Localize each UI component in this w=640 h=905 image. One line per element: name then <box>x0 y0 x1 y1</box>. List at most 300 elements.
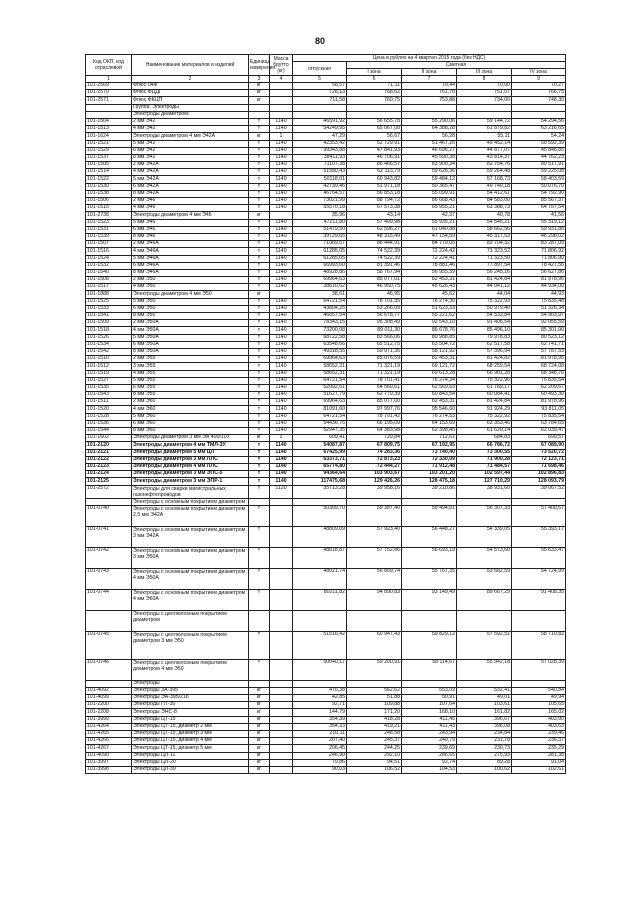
cell-code: 101-2123 <box>86 463 132 470</box>
cell-code: 101-1504 <box>86 118 132 125</box>
cell-zone-4-price: 85 301,90 <box>512 327 566 334</box>
cell-zone-2-price: 60 843,54 <box>402 392 457 399</box>
cell-name: Электроды ЦЛ-11 <box>132 752 249 759</box>
cell-unit: т <box>249 190 270 197</box>
cell-mass: 1140 <box>270 471 293 478</box>
cell-zone-4-price <box>512 104 566 111</box>
cell-zone-4-price: 403,63 <box>512 723 566 730</box>
cell-zone-1-price: 245,37 <box>347 738 402 745</box>
cell-zone-3-price: 60 084,41 <box>457 392 512 399</box>
cell-zone-3-price: 231,78 <box>457 738 512 745</box>
cell-code: 101-1888 <box>86 291 132 298</box>
cell-zone-2-price: 93 149,49 <box>402 589 457 610</box>
cell-mass <box>270 723 293 730</box>
cell-zone-3-price: 396,08 <box>457 723 512 730</box>
cell-name: 4 мм Э46 <box>132 205 249 212</box>
cell-zone-2-price: 65 955,21 <box>402 205 457 212</box>
cell-release-price: 67425,99 <box>293 449 347 456</box>
cell-zone-2-price: 76 274,30 <box>402 298 457 305</box>
cell-mass: 1140 <box>270 248 293 255</box>
cell-code: 101-2572 <box>86 485 132 498</box>
cell-zone-1-price: 59 200,91 <box>347 659 402 680</box>
cell-mass <box>270 695 293 702</box>
cell-zone-2-price: 50,91 <box>402 695 457 702</box>
cell-unit: т <box>249 392 270 399</box>
cell-release-price: 63548,66 <box>293 341 347 348</box>
cell-release-price: 42353,42 <box>293 140 347 147</box>
cell-zone-1-price: 62 596,27 <box>347 226 402 233</box>
cell-mass <box>270 97 293 104</box>
cell-zone-3-price: 75 322,92 <box>457 413 512 420</box>
cell-zone-2-price: 58 121,92 <box>402 348 457 355</box>
cell-mass: 1140 <box>270 363 293 370</box>
cell-zone-1-price: 86 444,91 <box>347 241 402 248</box>
cell-code: 101-1544 <box>86 428 132 435</box>
cell-name: 6 мм Э42 <box>132 147 249 154</box>
cell-zone-3-price: 57 396,94 <box>457 348 512 355</box>
col-number: 8 <box>457 76 512 83</box>
cell-mass: 1140 <box>270 463 293 470</box>
cell-zone-1-price: 768,62 <box>347 90 402 97</box>
cell-zone-2-price: 72 330,09 <box>402 456 457 463</box>
cell-code: 101-0740 <box>86 505 132 526</box>
cell-zone-3-price: 68 259,54 <box>457 363 512 370</box>
cell-code: 101-1514 <box>86 169 132 176</box>
cell-zone-2-price: 55 221,62 <box>402 313 457 320</box>
cell-zone-4-price: 92 055,59 <box>512 320 566 327</box>
cell-code: 101-1517 <box>86 284 132 291</box>
cell-unit: т <box>249 284 270 291</box>
cell-name: 8 мм Э60 <box>132 428 249 435</box>
cell-zone-4-price: 54 903,97 <box>512 313 566 320</box>
cell-zone-4-price: 403,90 <box>512 716 566 723</box>
cell-unit: т <box>249 449 270 456</box>
cell-zone-1-price: 94 890,83 <box>347 589 402 610</box>
cell-zone-2-price: 72 224,41 <box>402 255 457 262</box>
cell-name: Электроды диаметром 3 мм ЭПС-5 <box>132 471 249 478</box>
cell-zone-1-price: 65 512,75 <box>347 341 402 348</box>
cell-zone-1-price: 74 283,36 <box>347 449 402 456</box>
cell-name: Электроды с основным покрытием диаметром 3 мм Э50А <box>132 547 249 568</box>
column-numbers-row <box>86 76 566 83</box>
cell-zone-4-price: 239,46 <box>512 731 566 738</box>
cell-zone-3-price: 89 667,29 <box>457 589 512 610</box>
cell-name: 5 мм Э50А <box>132 334 249 341</box>
cell-zone-3-price: 44 877,07 <box>457 147 512 154</box>
cell-code: 101-4266 <box>86 738 132 745</box>
cell-zone-3-price: 82 704,32 <box>457 241 512 248</box>
cell-zone-4-price: 81 978,96 <box>512 399 566 406</box>
cell-code: 101-2208 <box>86 709 132 716</box>
cell-release-price: 46657,54 <box>293 313 347 320</box>
cell-zone-4-price: 236,37 <box>512 738 566 745</box>
table-row <box>86 738 566 745</box>
cell-zone-3-price: 45 317,53 <box>457 233 512 240</box>
cell-mass: 1140 <box>270 392 293 399</box>
cell-zone-2-price: 82 453,31 <box>402 399 457 406</box>
cell-mass: 1140 <box>270 377 293 384</box>
cell-code: 101-1536 <box>86 420 132 427</box>
cell-code: 101-1531 <box>86 226 132 233</box>
cell-release-price: 92,71 <box>293 702 347 709</box>
cell-name: 6 мм Э55 <box>132 384 249 391</box>
cell-name: 4 мм Э46А <box>132 248 249 255</box>
cell-zone-3-price: 100,62 <box>457 766 512 773</box>
cell-zone-3-price: 55,11 <box>457 133 512 140</box>
table-row <box>86 90 566 97</box>
table-row <box>86 212 566 219</box>
cell-name: Электроды ЭА-395/216 <box>132 695 249 702</box>
cell-release-price: 64721,54 <box>293 298 347 305</box>
table-row <box>86 631 566 659</box>
cell-code: 101-1602 <box>86 435 132 442</box>
header-name: Наименование материалов и изделий <box>132 55 249 76</box>
cell-zone-4-price: 68 348,76 <box>512 370 566 377</box>
cell-zone-1-price: 62 779,39 <box>347 392 402 399</box>
cell-code: 101-1519 <box>86 370 132 377</box>
cell-zone-1-price: 57 923,40 <box>347 526 402 547</box>
cell-zone-2-price: 82 453,31 <box>402 356 457 363</box>
table-body <box>86 83 566 774</box>
cell-code: 101-0745 <box>86 631 132 659</box>
cell-code: 101-1534 <box>86 341 132 348</box>
cell-zone-2-price: 76 274,34 <box>402 377 457 384</box>
cell-code: 101-0743 <box>86 568 132 589</box>
cell-mass <box>270 731 293 738</box>
cell-unit: т <box>249 413 270 420</box>
cell-name: 5 мм Э42 <box>132 140 249 147</box>
cell-zone-3-price: 49 740,18 <box>457 183 512 190</box>
cell-mass: 1140 <box>270 284 293 291</box>
cell-name: 8 мм Э50А <box>132 348 249 355</box>
cell-zone-1-price: 46,95 <box>347 291 402 298</box>
cell-code: 101-2121 <box>86 449 132 456</box>
cell-mass <box>270 505 293 526</box>
cell-zone-2-price: 69 121,72 <box>402 363 457 370</box>
cell-zone-4-price: 81 978,96 <box>512 277 566 284</box>
cell-zone-4-price: 91,04 <box>512 759 566 766</box>
cell-code: 101-1527 <box>86 377 132 384</box>
cell-unit: т <box>249 659 270 680</box>
cell-zone-1-price: 71,11 <box>347 83 402 90</box>
cell-zone-2-price: 55 935,21 <box>402 219 457 226</box>
cell-release-price: 54087,87 <box>293 442 347 449</box>
cell-zone-2-price: 86 668,43 <box>402 198 457 205</box>
cell-release-price: 49318,55 <box>293 348 347 355</box>
cell-zone-3-price: 59 264,48 <box>457 169 512 176</box>
cell-unit: т <box>249 589 270 610</box>
cell-code: 101-1624 <box>86 133 132 140</box>
cell-mass: 1140 <box>270 305 293 312</box>
cell-unit: кг <box>249 83 270 90</box>
cell-name: 6 мм Э46А <box>132 262 249 269</box>
cell-unit: кг <box>249 716 270 723</box>
cell-zone-2-price: 39 210,86 <box>402 485 457 498</box>
cell-zone-2-price: 67 192,95 <box>402 442 457 449</box>
cell-unit: т <box>249 384 270 391</box>
cell-code: 101-1538 <box>86 190 132 197</box>
cell-zone-3-price: 103,61 <box>457 702 512 709</box>
cell-mass <box>270 752 293 759</box>
cell-zone-2-price: 95 546,60 <box>402 406 457 413</box>
cell-zone-4-price: 49,94 <box>512 695 566 702</box>
cell-code <box>86 610 132 631</box>
table-row <box>86 589 566 610</box>
cell-name: Флюс 04Ф <box>132 83 249 90</box>
cell-zone-2-price: 59 484,12 <box>402 176 457 183</box>
cell-name: Электроды ЦТ-15, диаметр 5 мм <box>132 745 249 752</box>
cell-zone-1-price: 47 841,93 <box>347 147 402 154</box>
cell-unit: т <box>249 547 270 568</box>
cell-zone-3-price: 43 814,37 <box>457 154 512 161</box>
cell-zone-2-price: 62 569,63 <box>402 384 457 391</box>
cell-name: 6 мм Э46 <box>132 226 249 233</box>
cell-code: 101-2122 <box>86 456 132 463</box>
cell-zone-4-price: 71 806,92 <box>512 248 566 255</box>
cell-release-price: 39729,65 <box>293 233 347 240</box>
cell-name: 8 мм Э42А <box>132 190 249 197</box>
cell-zone-2-price: 72 224,42 <box>402 248 457 255</box>
cell-mass: 1140 <box>270 399 293 406</box>
cell-unit: т <box>249 399 270 406</box>
cell-zone-1-price: 85 077,01 <box>347 277 402 284</box>
cell-zone-4-price <box>512 610 566 631</box>
cell-mass: 1140 <box>270 241 293 248</box>
cell-zone-4-price: 540,84 <box>512 687 566 694</box>
cell-zone-1-price: 51 971,18 <box>347 183 402 190</box>
cell-zone-2-price: 761,70 <box>402 90 457 97</box>
table-row <box>86 248 566 255</box>
cell-zone-3-price: 75 322,96 <box>457 377 512 384</box>
cell-release-price: 52092,61 <box>293 384 347 391</box>
cell-unit: т <box>249 147 270 154</box>
cell-unit: кг <box>249 745 270 752</box>
cell-release-price: 61285,05 <box>293 248 347 255</box>
cell-zone-3-price: 71 484,57 <box>457 463 512 470</box>
cell-zone-4-price: 75 835,54 <box>512 413 566 420</box>
cell-zone-4-price: 56 627,86 <box>512 269 566 276</box>
cell-zone-4-price: 72 123,71 <box>512 456 566 463</box>
cell-name: Электроды ЗА-395 <box>132 687 249 694</box>
cell-name: 8 мм Э55 <box>132 392 249 399</box>
cell-unit: кг <box>249 291 270 298</box>
cell-mass: 1140 <box>270 334 293 341</box>
cell-zone-2-price: 243,94 <box>402 731 457 738</box>
cell-zone-1-price: 62 113,79 <box>347 169 402 176</box>
cell-unit: т <box>249 363 270 370</box>
cell-zone-1-price: 64 383,98 <box>347 428 402 435</box>
cell-mass <box>270 498 293 505</box>
cell-code: 101-1543 <box>86 392 132 399</box>
cell-zone-1-price: 109,88 <box>347 702 402 709</box>
cell-zone-3-price: 70,00 <box>457 83 512 90</box>
cell-mass <box>270 589 293 610</box>
cell-code: 101-1523 <box>86 219 132 226</box>
cell-code: 101-1529 <box>86 147 132 154</box>
cell-mass <box>270 759 293 766</box>
cell-zone-2-price: 76 274,53 <box>402 413 457 420</box>
cell-unit: т <box>249 428 270 435</box>
cell-zone-2-price: 128 475,18 <box>402 478 457 485</box>
cell-zone-4-price: 62 209,67 <box>512 384 566 391</box>
cell-zone-3-price: 91 924,29 <box>457 406 512 413</box>
cell-zone-1-price <box>347 104 402 111</box>
cell-name: Электроды диаметром 4 мм ЛЛС <box>132 463 249 470</box>
cell-zone-2-price: 55 099,91 <box>402 190 457 197</box>
cell-release-price: 39343,88 <box>293 147 347 154</box>
cell-zone-2-price: 59 494,01 <box>402 505 457 526</box>
cell-release-price: 42739,46 <box>293 183 347 190</box>
cell-code: 101-1505 <box>86 162 132 169</box>
cell-unit: кг <box>249 435 270 442</box>
table-row <box>86 133 566 140</box>
cell-zone-2-price: 45 626,43 <box>402 284 457 291</box>
cell-name: 6 мм Э50 <box>132 305 249 312</box>
cell-zone-4-price: 57 028,39 <box>512 659 566 680</box>
cell-zone-2-price: 70,44 <box>402 83 457 90</box>
cell-name: 8 мм Э50 <box>132 313 249 320</box>
header-price-group: Цена в рублях на 4 квартал 2015 года (без НДС) <box>293 55 566 62</box>
cell-unit: т <box>249 377 270 384</box>
cell-code: 101-1528 <box>86 413 132 420</box>
cell-zone-3-price: 75 322,93 <box>457 298 512 305</box>
cell-unit: т <box>249 298 270 305</box>
cell-zone-4-price: 54,24 <box>512 133 566 140</box>
cell-zone-2-price: 55 767,35 <box>402 568 457 589</box>
cell-unit: кг <box>249 759 270 766</box>
cell-zone-1-price: 248,58 <box>347 731 402 738</box>
cell-zone-3-price: 396,07 <box>457 716 512 723</box>
col-number: 9 <box>512 76 566 83</box>
cell-release-price: 71107,38 <box>293 162 347 169</box>
cell-zone-4-price: 73 520,72 <box>512 449 566 456</box>
cell-name: 5 мм Э60 <box>132 413 249 420</box>
cell-zone-2-price: 56,28 <box>402 133 457 140</box>
cell-code: 101-2200 <box>86 702 132 709</box>
cell-release-price: 80211,82 <box>293 589 347 610</box>
cell-zone-2-price: 64 388,28 <box>402 126 457 133</box>
cell-zone-3-price: 71 323,52 <box>457 248 512 255</box>
cell-name: Электроды ЭНС-8 <box>132 709 249 716</box>
cell-zone-2-price: 51 623,33 <box>402 305 457 312</box>
cell-mass: 1140 <box>270 176 293 183</box>
cell-zone-1-price: 60 947,43 <box>347 631 402 659</box>
cell-zone-3-price: 81 424,84 <box>457 399 512 406</box>
col-number: 3 <box>249 76 270 83</box>
cell-name: Электроды ЦТ-15, диаметр 2 мм <box>132 723 249 730</box>
cell-name: Электроды ПТ-30 <box>132 702 249 709</box>
cell-mass: 1140 <box>270 162 293 169</box>
cell-zone-3-price: 234,84 <box>457 731 512 738</box>
cell-zone-3-price: 81 424,82 <box>457 356 512 363</box>
cell-release-price: 69964,63 <box>293 356 347 363</box>
cell-release-price: 68722,58 <box>293 334 347 341</box>
header-mass: Масса брутто (кг) <box>270 55 293 76</box>
cell-zone-1-price: 71 321,19 <box>347 370 402 377</box>
cell-unit: т <box>249 169 270 176</box>
cell-zone-3-price: 66 786,72 <box>457 442 512 449</box>
cell-name: Электроды диаметром 3 мм ЭПР-1 <box>132 478 249 485</box>
cell-zone-4-price: 54 724,99 <box>512 568 566 589</box>
cell-code: 101-1537 <box>86 154 132 161</box>
cell-mass <box>270 610 293 631</box>
cell-code: 101-1524 <box>86 255 132 262</box>
cell-unit: кг <box>249 709 270 716</box>
cell-mass: 1140 <box>270 262 293 269</box>
cell-zone-3-price: 44,04 <box>457 291 512 298</box>
cell-release-price: 35713,28 <box>293 485 347 498</box>
cell-zone-1-price: 56 655,78 <box>347 118 402 125</box>
cell-name: Электроды ЦТ-15, диаметр 4 мм <box>132 738 249 745</box>
col-number: 6 <box>347 76 402 83</box>
cell-code: 101-1508 <box>86 277 132 284</box>
cell-zone-4-price: 128 093,79 <box>512 478 566 485</box>
cell-release-price: 210,11 <box>293 731 347 738</box>
cell-zone-4-price: 63 216,65 <box>512 126 566 133</box>
cell-zone-3-price: 63 353,46 <box>457 420 512 427</box>
cell-release-price: 51516,42 <box>293 631 347 659</box>
cell-mass: 1140 <box>270 478 293 485</box>
cell-name: 4 мм Э50А <box>132 327 249 334</box>
cell-zone-3-price: 82 754,76 <box>457 162 512 169</box>
cell-mass: 1140 <box>270 320 293 327</box>
table-row <box>86 610 566 631</box>
cell-release-price: 35,96 <box>293 212 347 219</box>
cell-code: 101-1541 <box>86 313 132 320</box>
cell-zone-3-price: 57 592,51 <box>457 631 512 659</box>
cell-unit: т <box>249 320 270 327</box>
cell-zone-2-price: 104,53 <box>402 766 457 773</box>
cell-release-price: 50309,70 <box>293 505 347 526</box>
table-row <box>86 471 566 478</box>
cell-unit: т <box>249 233 270 240</box>
cell-zone-2-price <box>402 104 457 111</box>
cell-code: 101-3999 <box>86 716 132 723</box>
cell-zone-3-price: 79 978,83 <box>457 334 512 341</box>
table-row <box>86 205 566 212</box>
cell-zone-1-price: 95 308,49 <box>347 320 402 327</box>
cell-zone-4-price: 766,75 <box>512 90 566 97</box>
cell-unit: кг <box>249 702 270 709</box>
cell-name: Электроды ЦЛ-20 <box>132 759 249 766</box>
cell-zone-1-price: 39 958,16 <box>347 485 402 498</box>
cell-zone-1-price: 52 729,91 <box>347 140 402 147</box>
cell-zone-2-price: 59 829,12 <box>402 631 457 659</box>
cell-unit: т <box>249 205 270 212</box>
cell-code: 101-4264 <box>86 723 132 730</box>
cell-zone-1-price: 94,51 <box>347 759 402 766</box>
cell-zone-2-price: 84 779,05 <box>402 241 457 248</box>
cell-zone-4-price: 55 319,12 <box>512 219 566 226</box>
cell-code: 101-4267 <box>86 745 132 752</box>
cell-zone-1-price: 59 387,40 <box>347 505 402 526</box>
cell-name: Электроды диаметром 4 мм ТМЛ-3У <box>132 442 249 449</box>
cell-unit: т <box>249 420 270 427</box>
cell-name: Электроды с основным покрытием диаметром <box>132 498 249 505</box>
cell-name: Электроды ЦЛ-39 <box>132 766 249 773</box>
cell-unit: кг <box>249 752 270 759</box>
cell-zone-1-price: 56 853,18 <box>347 190 402 197</box>
cell-zone-3-price: 49,01 <box>457 695 512 702</box>
cell-zone-1-price: 71 321,19 <box>347 363 402 370</box>
cell-release-price: 48021,74 <box>293 568 347 589</box>
cell-mass <box>270 659 293 680</box>
cell-code: 101-4265 <box>86 731 132 738</box>
cell-code: 101-1520 <box>86 406 132 413</box>
col-number: 7 <box>402 76 457 83</box>
cell-mass: 1140 <box>270 183 293 190</box>
cell-zone-4-price: 71 806,90 <box>512 255 566 262</box>
